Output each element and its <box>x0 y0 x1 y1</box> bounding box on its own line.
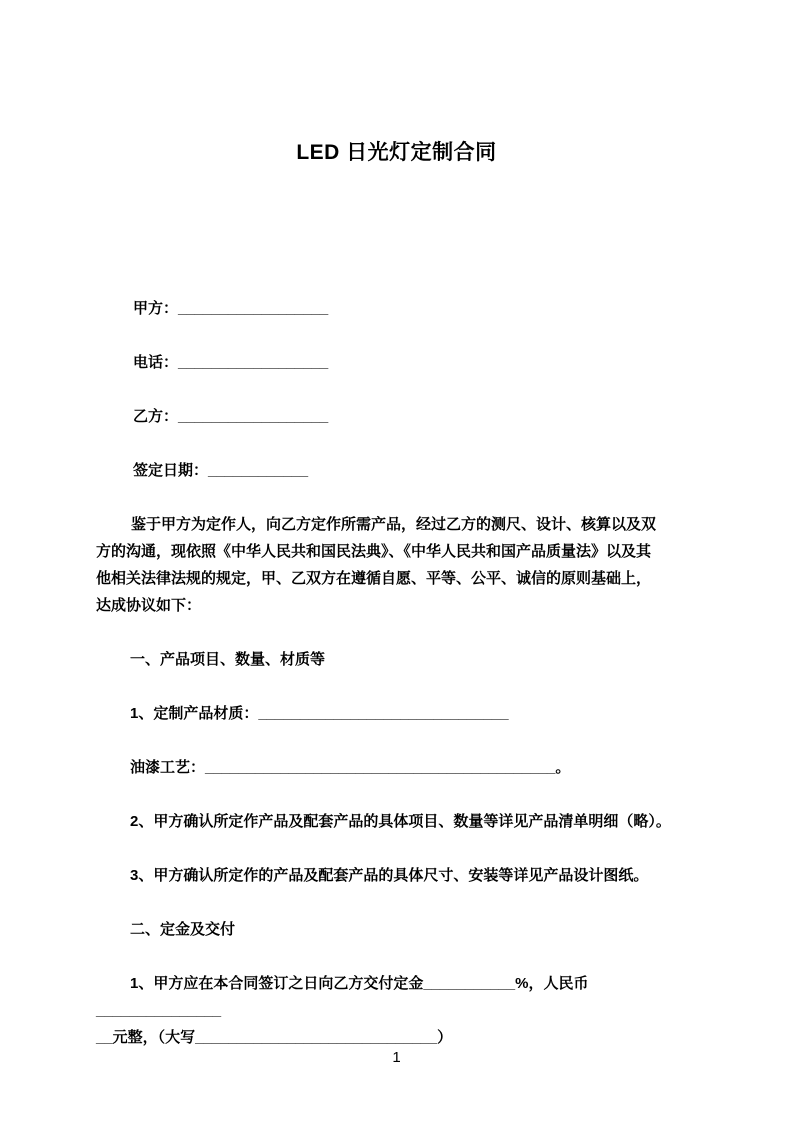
header-fields <box>96 295 697 484</box>
intro-line-2: 方的沟通，现依照《中华人民共和国民法典》、《中华人民共和国产品质量法》以及其 <box>96 543 652 560</box>
clause-design-drawings: 3、甲方确认所定作的产品及配套产品的具体尺寸、安装等详见产品设计图纸。 <box>130 867 649 884</box>
deposit-line-2: __元整，（大写_____________________________） <box>96 1029 453 1046</box>
section-heading-deposit: 二、定金及交付 <box>130 921 236 938</box>
clause-deposit-payment <box>96 970 697 1051</box>
field-party-a: 甲方：__________________ <box>133 300 329 317</box>
clause-paint-process-blank: 油漆工艺：__________________________________________。 <box>130 759 571 776</box>
clause-product-list: 2、甲方确认所定作产品及配套产品的具体项目、数量等详见产品清单明细（略）。 <box>130 813 671 830</box>
intro-paragraph <box>96 511 697 619</box>
intro-line-1: 鉴于甲方为定作人，向乙方定作所需产品，经过乙方的测尺、设计、核算以及双 <box>131 516 657 533</box>
section-heading-products: 一、产品项目、数量、材质等 <box>130 651 326 668</box>
contract-title: LED 日光灯定制合同 <box>296 141 497 164</box>
intro-line-4: 达成协议如下： <box>96 597 202 614</box>
field-phone: 电话：__________________ <box>133 354 329 371</box>
intro-line-3: 他相关法律法规的规定，甲、乙双方在遵循自愿、平等、公平、诚信的原则基础上， <box>96 570 652 587</box>
clause-material-blank: 1、定制产品材质：______________________________ <box>130 705 509 722</box>
page-number: 1 <box>392 1049 401 1066</box>
field-party-b: 乙方：__________________ <box>133 408 329 425</box>
field-sign-date: 签定日期：____________ <box>133 462 309 479</box>
deposit-line-1: 1、甲方应在本合同签订之日向乙方交付定金___________%，人民币_______________ <box>96 975 589 1019</box>
